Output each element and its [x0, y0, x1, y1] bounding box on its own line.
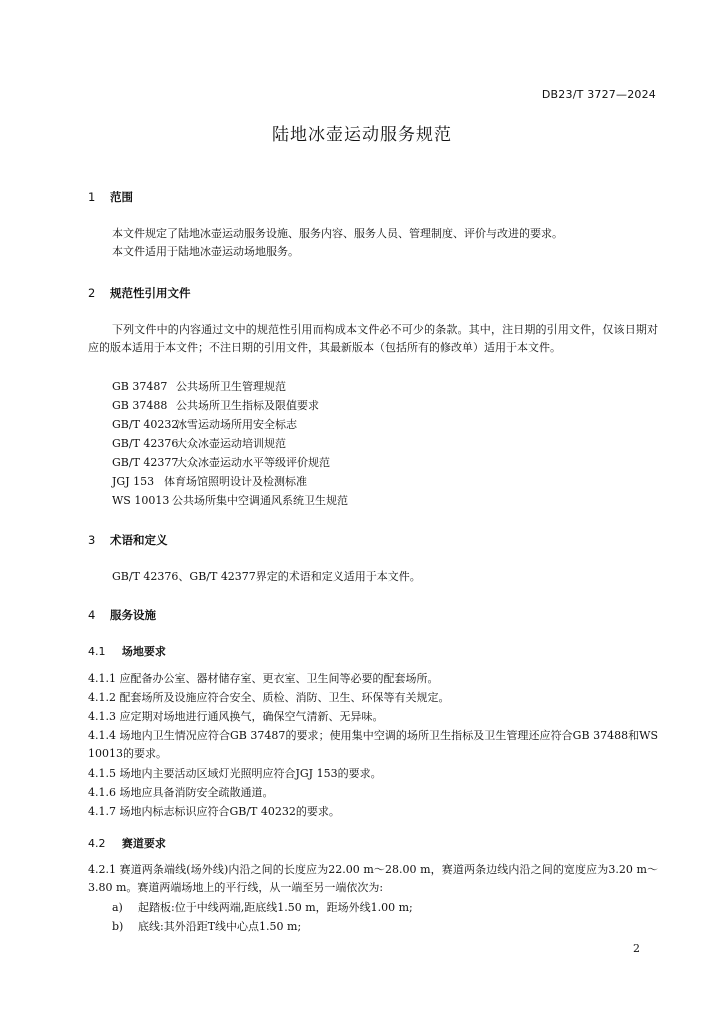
subsection-title: 赛道要求	[121, 837, 166, 850]
subsection-4-1-heading	[88, 643, 166, 659]
reference-item	[112, 397, 319, 413]
list-text: 底线:其外沿距T线中心点1.50 m;	[138, 920, 302, 933]
page-number: 2	[633, 942, 640, 955]
subsection-4-2-heading	[88, 835, 166, 851]
reference-item	[112, 416, 297, 432]
reference-item	[112, 492, 348, 508]
references-intro: 下列文件中的内容通过文中的规范性引用而构成本文件必不可少的条款。其中，注日期的引用文件，仅该日期对应的版本适用于本文件；不注日期的引用文件，其最新版本（包括所有的修改单）适用于本文件。	[88, 323, 658, 354]
reference-item	[112, 454, 330, 470]
section-number: 3	[88, 533, 96, 547]
reference-code: JGJ 153	[112, 475, 155, 488]
document-title: 陆地冰壶运动服务规范	[272, 125, 452, 145]
scope-paragraph-2: 本文件适用于陆地冰壶运动场地服务。	[112, 245, 299, 258]
reference-name: 公共场所卫生管理规范	[176, 380, 286, 393]
section-title: 术语和定义	[110, 533, 168, 547]
section-2-heading	[88, 285, 191, 301]
reference-code: GB 37488	[112, 399, 168, 412]
subsection-number: 4.1	[88, 645, 106, 658]
reference-code: GB 37487	[112, 380, 168, 393]
scope-paragraph-1: 本文件规定了陆地冰壶运动服务设施、服务内容、服务人员、管理制度、评价与改进的要求。	[112, 227, 563, 240]
reference-name: 大众冰壶运动水平等级评价规范	[176, 456, 330, 469]
clause-4-1-5: 4.1.5 场地内主要活动区域灯光照明应符合JGJ 153的要求。	[88, 767, 382, 780]
clause-4-2-1: 4.2.1 赛道两条端线(场外线)内沿之间的长度应为22.00 m～28.00 m，赛道两条边线内沿之间的宽度应为3.20 m～3.80 m。赛道两端场地上的平行线，从一端至另一端依次为:	[88, 863, 658, 894]
section-title: 范围	[110, 190, 134, 204]
clause-4-1-4: 4.1.4 场地内卫生情况应符合GB 37487的要求；使用集中空调的场所卫生指标及卫生管理还应符合GB 37488和WS 10013的要求。	[88, 729, 658, 760]
reference-name: 体育场馆照明设计及检测标准	[164, 475, 307, 488]
section-number: 1	[88, 190, 96, 204]
list-label: a)	[112, 901, 123, 914]
reference-name: 公共场所卫生指标及限值要求	[176, 399, 319, 412]
subsection-number: 4.2	[88, 837, 106, 850]
reference-code: GB/T 42376	[112, 437, 179, 450]
list-item	[112, 899, 413, 915]
standard-number: DB23/T 3727—2024	[541, 88, 656, 101]
reference-code: WS 10013	[112, 494, 170, 507]
section-1-heading	[88, 189, 133, 205]
reference-item	[112, 473, 307, 489]
section-4-heading	[88, 607, 156, 623]
section-title: 规范性引用文件	[110, 286, 191, 300]
subsection-title: 场地要求	[121, 645, 166, 658]
reference-name: 冰雪运动场所用安全标志	[176, 418, 297, 431]
reference-code: GB/T 40232	[112, 418, 179, 431]
terms-paragraph: GB/T 42376、GB/T 42377界定的术语和定义适用于本文件。	[112, 570, 421, 583]
clause-4-1-7: 4.1.7 场地内标志标识应符合GB/T 40232的要求。	[88, 805, 340, 818]
reference-item	[112, 435, 286, 451]
section-number: 2	[88, 286, 96, 300]
clause-4-1-3: 4.1.3 应定期对场地进行通风换气，确保空气清新、无异味。	[88, 710, 384, 723]
list-item	[112, 918, 301, 934]
list-text: 起踏板:位于中线两端,距底线1.50 m，距场外线1.00 m;	[138, 901, 413, 914]
section-number: 4	[88, 608, 96, 622]
reference-code: GB/T 42377	[112, 456, 179, 469]
reference-item	[112, 378, 286, 394]
clause-4-1-1: 4.1.1 应配备办公室、器材储存室、更衣室、卫生间等必要的配套场所。	[88, 672, 439, 685]
reference-name: 大众冰壶运动培训规范	[176, 437, 286, 450]
reference-name: 公共场所集中空调通风系统卫生规范	[172, 494, 348, 507]
list-label: b)	[112, 920, 124, 933]
section-title: 服务设施	[110, 608, 157, 622]
section-3-heading	[88, 532, 168, 548]
clause-4-1-6: 4.1.6 场地应具备消防安全疏散通道。	[88, 786, 274, 799]
clause-4-1-2: 4.1.2 配套场所及设施应符合安全、质检、消防、卫生、环保等有关规定。	[88, 691, 450, 704]
